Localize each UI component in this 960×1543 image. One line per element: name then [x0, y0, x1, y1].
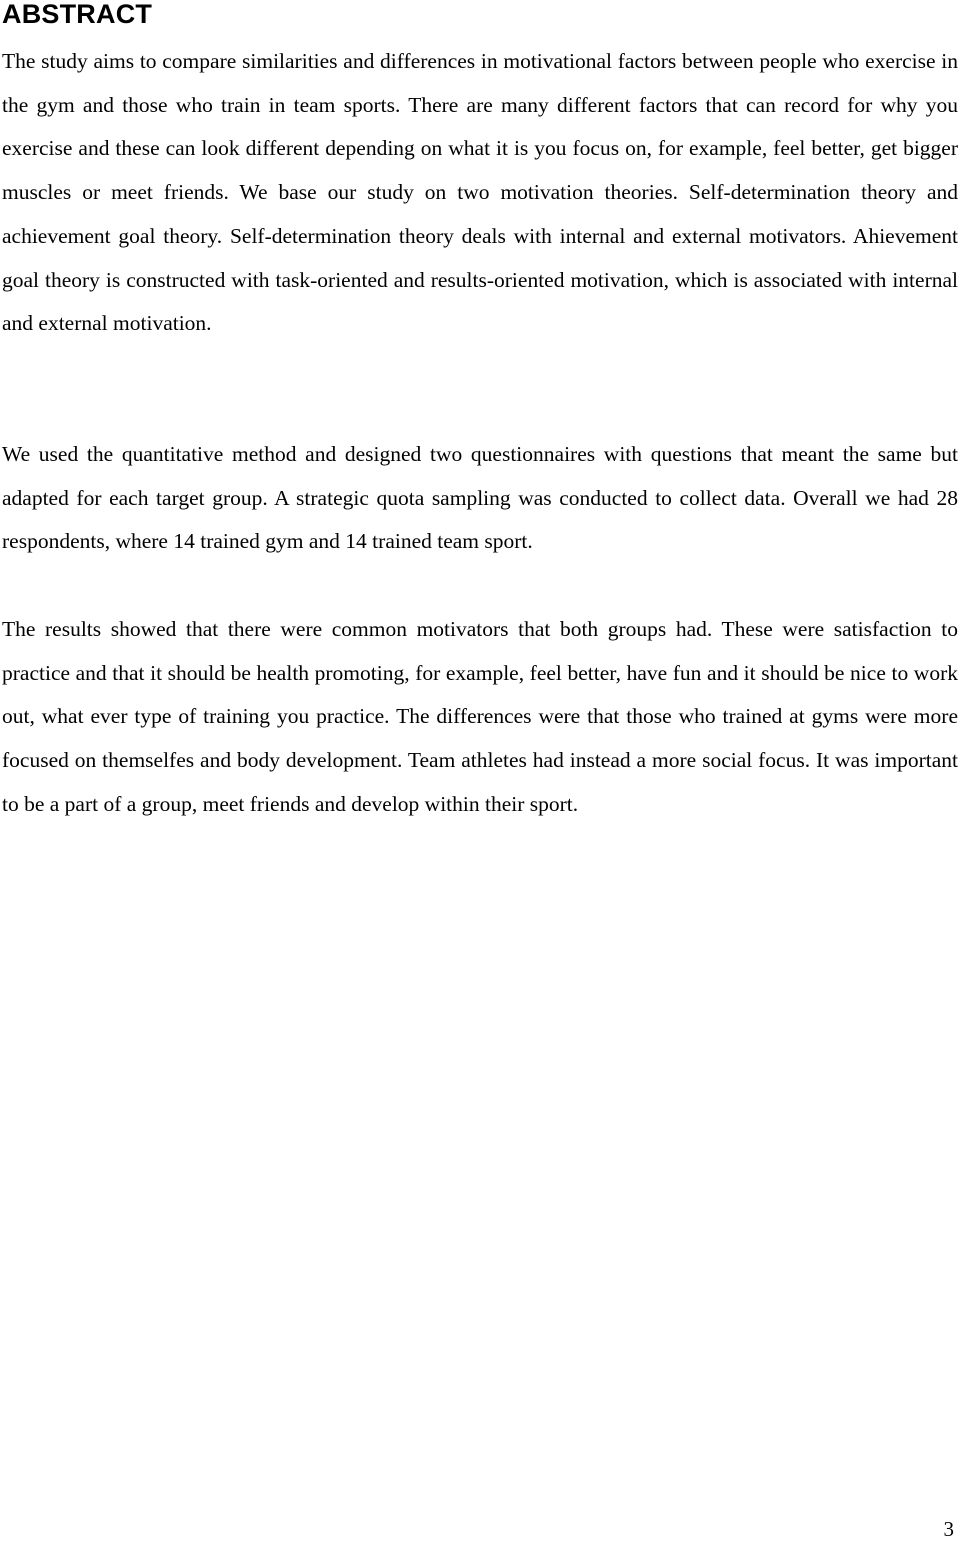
page-number: 3: [943, 1517, 954, 1541]
abstract-paragraph-method: We used the quantitative method and designed two questionnaires with questions that meant the same but adapted for each target group. A strategic quota sampling was conducted to collect data. Overall we had 28 respondents, where 14 trained gym and 14 trained team sport.: [2, 442, 958, 554]
abstract-heading: ABSTRACT: [2, 0, 153, 29]
abstract-paragraph-purpose: The study aims to compare similarities and differences in motivational factors between people who exercise in the gym and those who train in team sports. There are many different factors that can record for why you exercise and these can look different depending on what it is you focus on, for example, feel better, get bigger muscles or meet friends. We base our study on two motivation theories. Self-determination theory and achievement goal theory. Self-determination theory deals with internal and external motivators. Ahievement goal theory is constructed with task-oriented and results-oriented motivation, which is associated with internal and external motivation.: [2, 49, 958, 336]
abstract-paragraph-results: The results showed that there were common motivators that both groups had. These were satisfaction to practice and that it should be health promoting, for example, feel better, have fun and it should be nice to work out, what ever type of training you practice. The differences were that those who trained at gyms were more focused on themselfes and body development. Team athletes had instead a more social focus. It was important to be a part of a group, meet friends and develop within their sport.: [2, 617, 958, 816]
